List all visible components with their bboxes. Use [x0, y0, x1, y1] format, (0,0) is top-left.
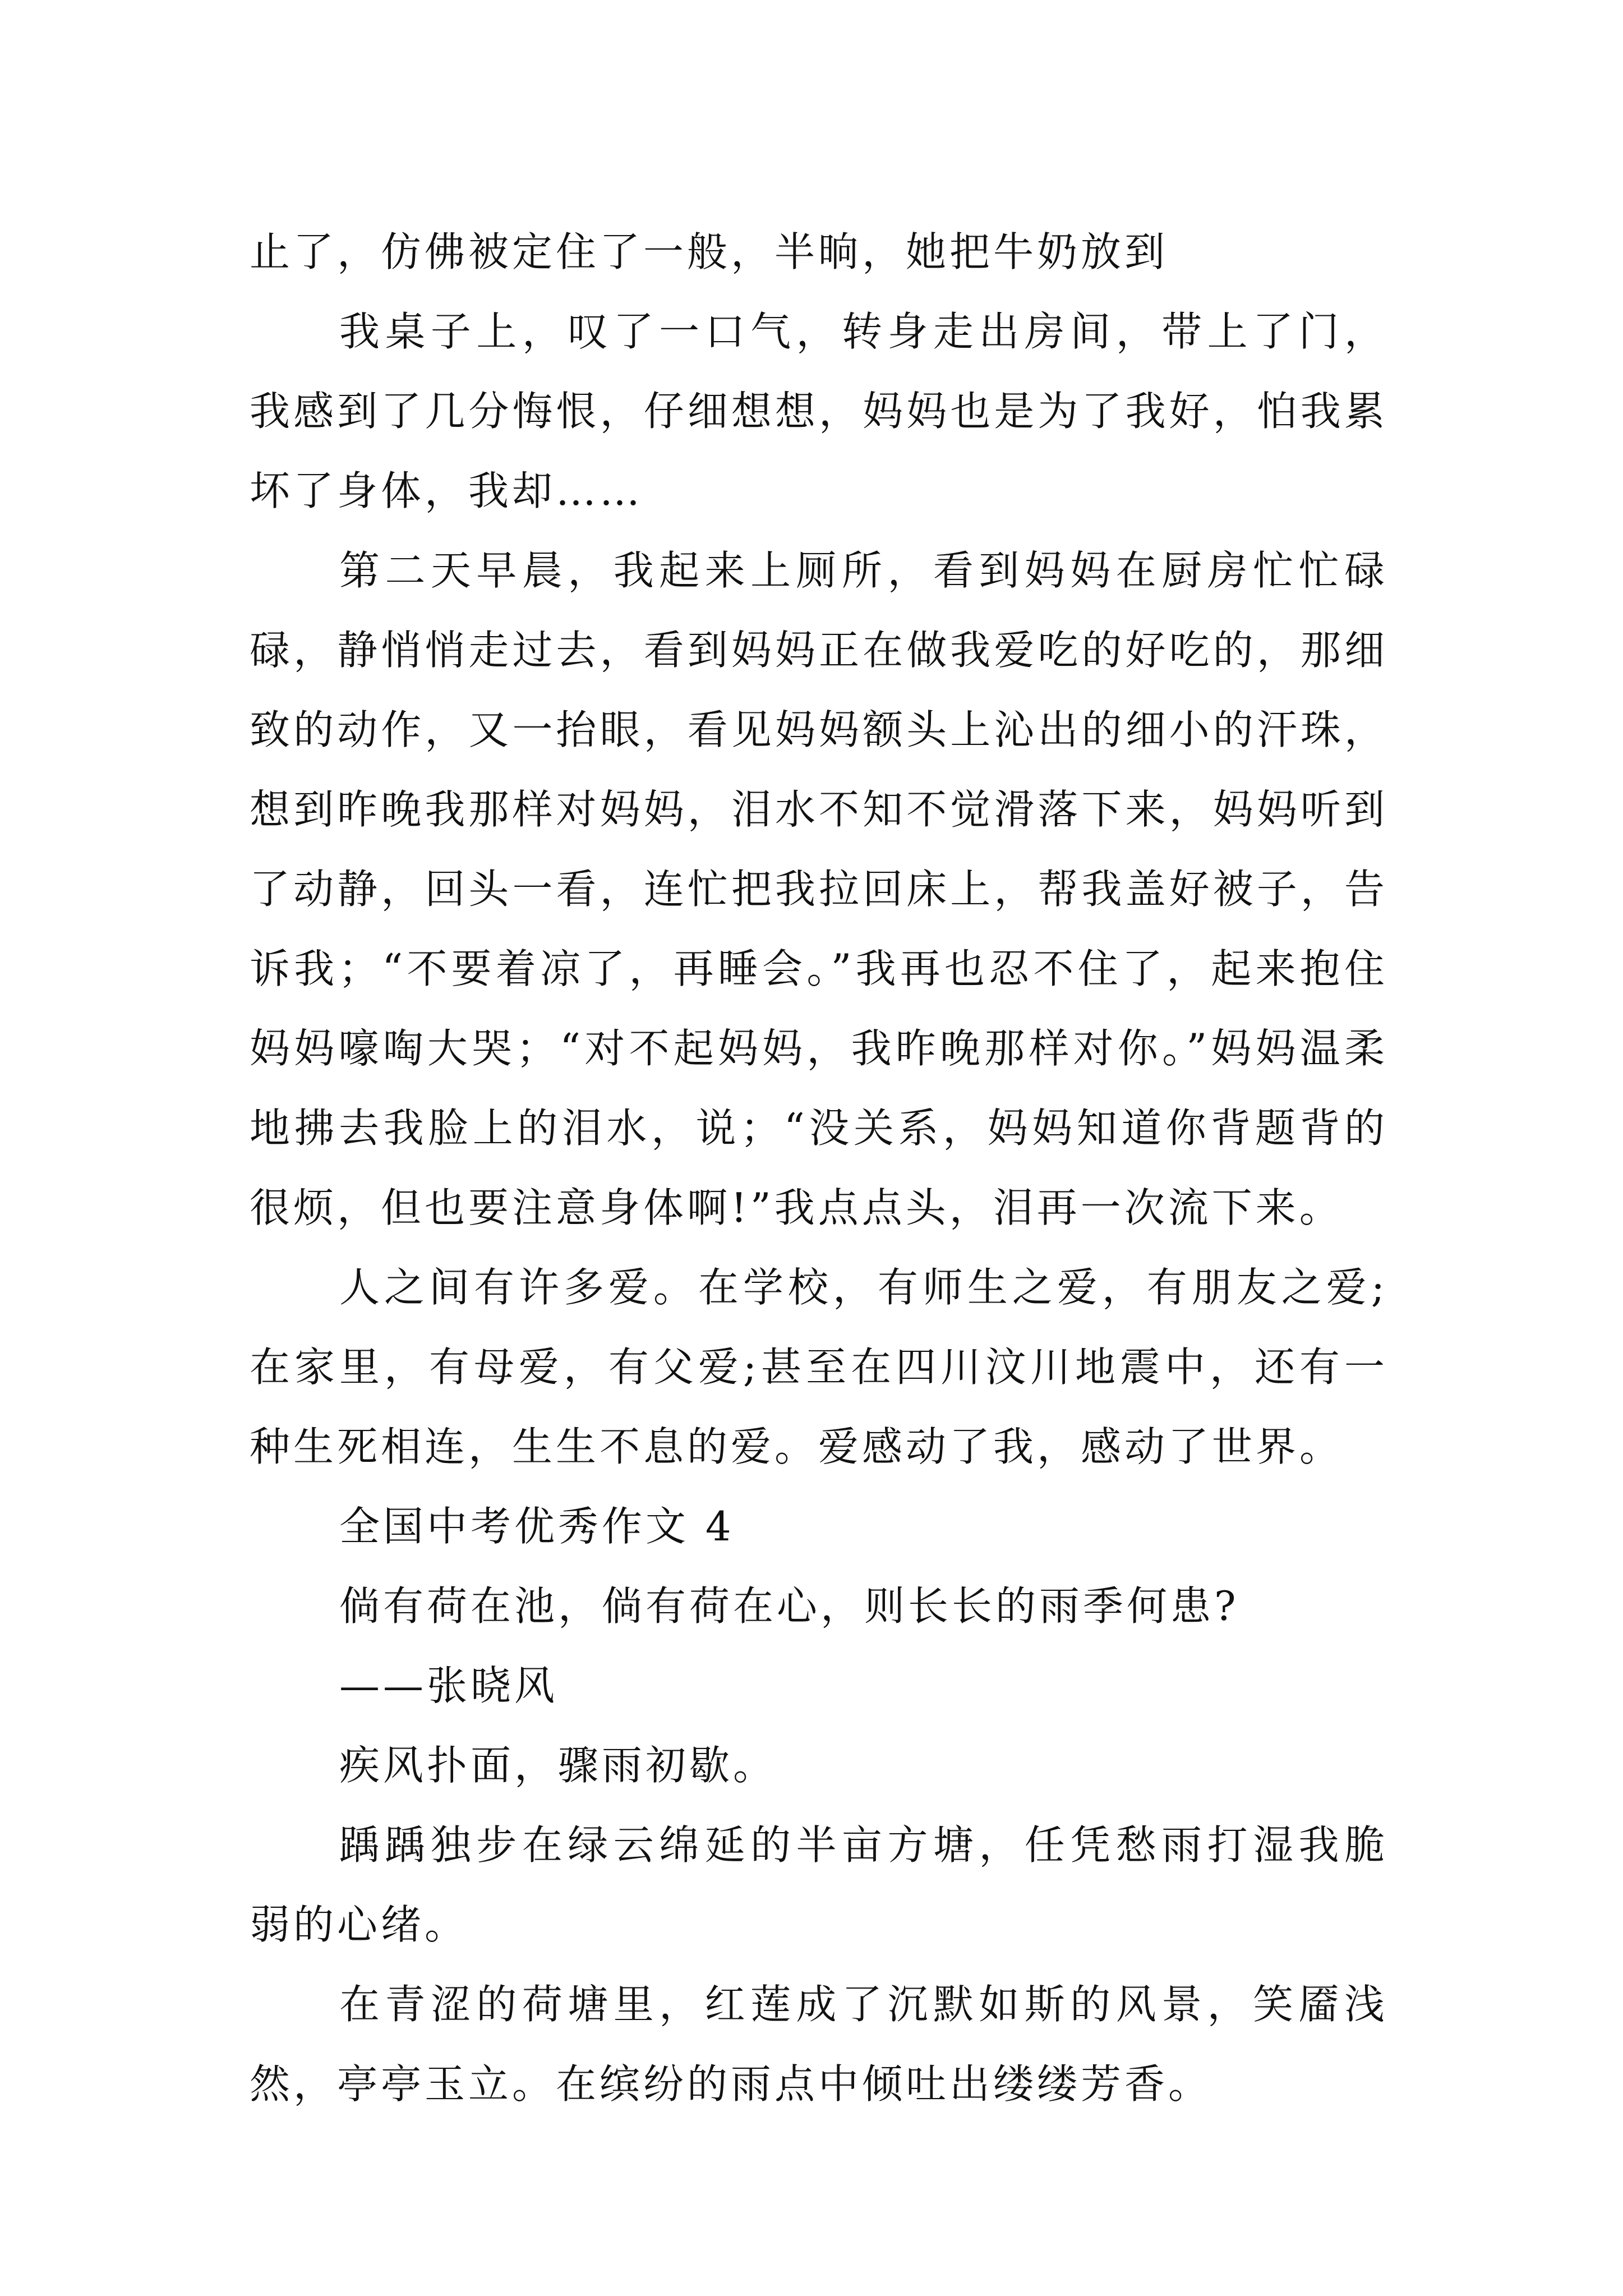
- paragraph: 人之间有许多爱。在学校，有师生之爱，有朋友之爱;在家里，有母爱，有父爱;甚至在四川汶川地震中，还有一种生死相连，生生不息的爱。爱感动了我，感动了世界。: [250, 1264, 1388, 1470]
- paragraph: 我桌子上，叹了一口气，转身走出房间，带上了门，我感到了几分悔恨，仔细想想，妈妈也是为了我好，怕我累坏了身体，我却……: [250, 308, 1388, 514]
- paragraph: 第二天早晨，我起来上厕所，看到妈妈在厨房忙忙碌碌，静悄悄走过去，看到妈妈正在做我爱吃的好吃的，那细致的动作，又一抬眼，看见妈妈额头上沁出的细小的汗珠，想到昨晚我那样对妈妈，泪水不知不觉滑落下来，妈妈听到了动静，回头一看，连忙把我拉回床上，帮我盖好被子，告诉我；“不要着凉了，再睡会。”我再也忍不住了，起来抱住妈妈嚎啕大哭；“对不起妈妈，我昨晚那样对你。”妈妈温柔地拂去我脸上的泪水，说；“没关系，妈妈知道你背题背的很烦，但也要注意身体啊!”我点点头，泪再一次流下来。: [250, 547, 1388, 1231]
- document-body: [250, 212, 1388, 2124]
- section-heading: 全国中考优秀作文 4: [339, 1503, 735, 1550]
- paragraph: 疾风扑面，骤雨初歇。: [339, 1742, 777, 1789]
- paragraph: 踽踽独步在绿云绵延的半亩方塘，任凭愁雨打湿我脆弱的心绪。: [250, 1821, 1388, 1948]
- paragraph: 在青涩的荷塘里，红莲成了沉默如斯的风景，笑靥浅然，亭亭玉立。在缤纷的雨点中倾吐出缕缕芳香。: [250, 1981, 1388, 2108]
- paragraph-continuation: 止了，仿佛被定住了一般，半晌，她把牛奶放到: [250, 228, 1169, 275]
- epigraph-attribution: ——张晓风: [339, 1662, 559, 1709]
- epigraph-quote: 倘有荷在池，倘有荷在心，则长长的雨季何患?: [339, 1582, 1239, 1630]
